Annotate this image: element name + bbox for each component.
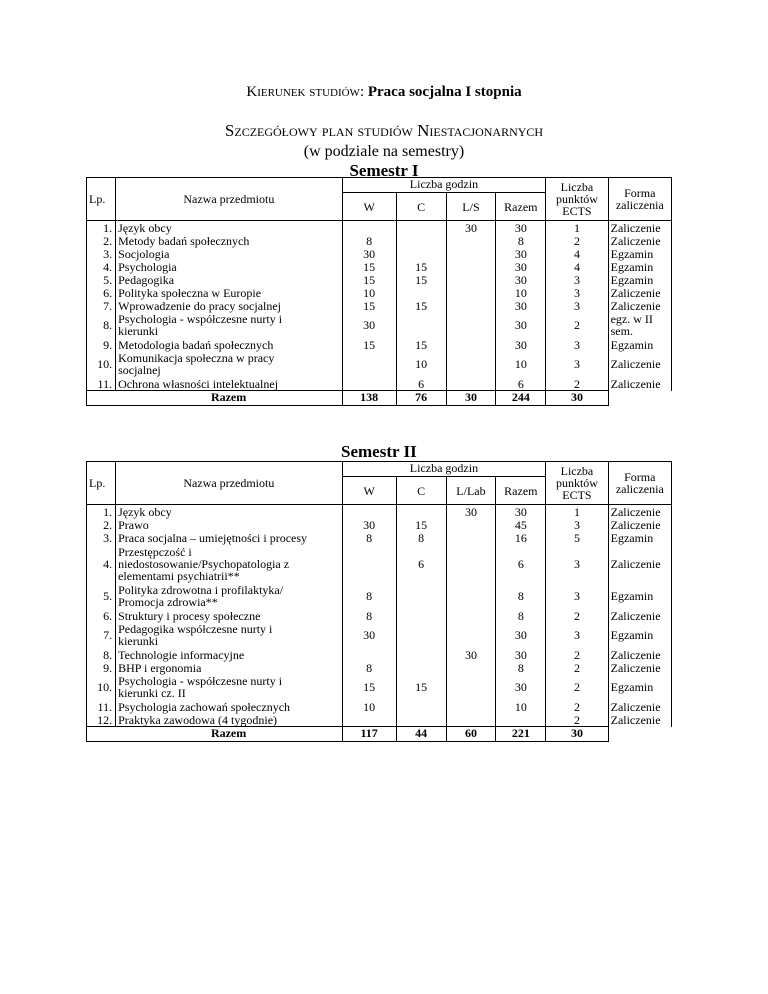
table-row	[87, 351, 672, 377]
row-lp: 9.	[87, 338, 116, 351]
col-razem-header: Razem	[496, 477, 546, 505]
semester-1-table	[86, 177, 672, 406]
col-w-header: W	[342, 193, 396, 221]
row-name-line: Psychologia - współczesne nurty i	[118, 312, 283, 326]
row-name	[116, 583, 343, 609]
row-lp: 9.	[87, 661, 116, 674]
row-razem: 8	[496, 583, 546, 609]
row-name-line: Psychologia - współczesne nurty i	[118, 674, 283, 688]
col-name-header: Nazwa przedmiotu	[116, 462, 343, 505]
col-lp-header: Lp.	[87, 178, 116, 221]
row-c: 15	[396, 273, 446, 286]
row-c	[396, 234, 446, 247]
row-lp: 5.	[87, 273, 116, 286]
row-lp: 7.	[87, 622, 116, 648]
row-name-line: Metodologia badań społecznych	[118, 337, 274, 352]
row-ls	[446, 531, 496, 544]
row-name-line: Psychologia	[118, 259, 177, 274]
row-razem	[496, 713, 546, 727]
row-ls	[446, 273, 496, 286]
row-name	[116, 518, 343, 531]
total-w: 117	[342, 727, 396, 742]
row-c	[396, 583, 446, 609]
row-name	[116, 700, 343, 713]
row-ls	[446, 286, 496, 299]
row-ls	[446, 377, 496, 391]
row-lp: 1.	[87, 221, 116, 235]
row-ls	[446, 518, 496, 531]
row-name-line: elementami psychiatrii**	[118, 568, 240, 583]
total-ects: 30	[546, 727, 608, 742]
row-form: Egzamin	[608, 260, 671, 273]
row-name-line: BHP i ergonomia	[118, 660, 202, 675]
total-row	[87, 727, 672, 742]
row-name-line: Psychologia zachowań społecznych	[118, 699, 291, 714]
row-w	[342, 221, 396, 235]
row-name-line: Pedagogika współczesne nurty i	[118, 622, 273, 636]
row-w	[342, 505, 396, 519]
table-row	[87, 713, 672, 727]
col-form-header	[608, 462, 671, 505]
col-c-header: C	[396, 477, 446, 505]
row-name-line: Język obcy	[118, 220, 172, 235]
row-ls	[446, 544, 496, 583]
row-name	[116, 338, 343, 351]
col-ls-header: L/S	[446, 193, 496, 221]
row-name	[116, 260, 343, 273]
row-ects: 5	[546, 531, 608, 544]
row-razem: 30	[496, 648, 546, 661]
row-razem: 30	[496, 505, 546, 519]
row-w: 30	[342, 247, 396, 260]
row-ects: 3	[546, 351, 608, 377]
total-row	[87, 391, 672, 406]
row-name	[116, 544, 343, 583]
row-c	[396, 700, 446, 713]
form-header-line: zaliczenia	[615, 198, 664, 212]
row-c: 10	[396, 351, 446, 377]
col-w-header: W	[342, 477, 396, 505]
row-ects: 2	[546, 609, 608, 622]
row-w: 15	[342, 299, 396, 312]
table-row	[87, 518, 672, 531]
row-lp: 12.	[87, 713, 116, 727]
row-ls	[446, 312, 496, 338]
table-row	[87, 674, 672, 700]
total-ects: 30	[546, 391, 608, 406]
row-form: Egzamin	[608, 273, 671, 286]
row-ects: 3	[546, 299, 608, 312]
row-form: Zaliczenie	[608, 544, 671, 583]
row-name-line: Socjologia	[118, 246, 170, 261]
row-ls	[446, 700, 496, 713]
row-c	[396, 609, 446, 622]
row-w: 15	[342, 260, 396, 273]
row-lp: 8.	[87, 648, 116, 661]
row-razem: 6	[496, 377, 546, 391]
row-name-line: Polityka zdrowotna i profilaktyka/	[118, 583, 284, 597]
row-ects: 3	[546, 583, 608, 609]
total-razem: 244	[496, 391, 546, 406]
ects-header-line: ECTS	[562, 488, 592, 502]
row-razem: 30	[496, 622, 546, 648]
row-lp: 10.	[87, 351, 116, 377]
table-row	[87, 338, 672, 351]
col-c-header: C	[396, 193, 446, 221]
row-form: Zaliczenie	[608, 377, 671, 391]
row-w: 10	[342, 286, 396, 299]
total-form-empty	[608, 391, 671, 406]
total-c: 44	[396, 727, 446, 742]
row-ects: 2	[546, 700, 608, 713]
row-razem: 45	[496, 518, 546, 531]
row-name	[116, 299, 343, 312]
row-name	[116, 312, 343, 338]
row-ls	[446, 299, 496, 312]
row-ls	[446, 583, 496, 609]
table-row	[87, 583, 672, 609]
row-ls	[446, 622, 496, 648]
table-row	[87, 299, 672, 312]
row-razem: 30	[496, 221, 546, 235]
row-ects: 2	[546, 377, 608, 391]
row-form: Zaliczenie	[608, 609, 671, 622]
row-name-line: Wprowadzenie do pracy socjalnej	[118, 298, 282, 313]
row-razem: 16	[496, 531, 546, 544]
table-row	[87, 531, 672, 544]
form-header-line: zaliczenia	[615, 482, 664, 496]
table-row	[87, 273, 672, 286]
row-form: Zaliczenie	[608, 648, 671, 661]
row-ls	[446, 260, 496, 273]
row-razem: 10	[496, 351, 546, 377]
row-c: 15	[396, 299, 446, 312]
col-ls-header: L/Lab	[446, 477, 496, 505]
row-c: 15	[396, 518, 446, 531]
row-w: 30	[342, 622, 396, 648]
row-form: Egzamin	[608, 622, 671, 648]
row-lp: 8.	[87, 312, 116, 338]
row-name	[116, 674, 343, 700]
total-ls: 60	[446, 727, 496, 742]
row-name	[116, 661, 343, 674]
row-form: Egzamin	[608, 531, 671, 544]
total-c: 76	[396, 391, 446, 406]
form-header-line: Forma	[624, 470, 656, 484]
row-ects: 4	[546, 260, 608, 273]
row-ects: 3	[546, 518, 608, 531]
row-name	[116, 377, 343, 391]
row-lp: 2.	[87, 518, 116, 531]
row-w: 10	[342, 700, 396, 713]
row-name-line: Praktyka zawodowa (4 tygodnie)	[118, 712, 278, 727]
total-form-empty	[608, 727, 671, 742]
row-ls	[446, 609, 496, 622]
row-name	[116, 286, 343, 299]
row-form: Egzamin	[608, 247, 671, 260]
row-lp: 3.	[87, 247, 116, 260]
row-w: 15	[342, 273, 396, 286]
row-razem: 30	[496, 674, 546, 700]
row-w	[342, 713, 396, 727]
row-name	[116, 622, 343, 648]
row-form: egz. w II sem.	[608, 312, 671, 338]
total-spacer	[87, 727, 116, 742]
semester-1-title: Semestr I	[349, 161, 419, 180]
row-ects: 2	[546, 713, 608, 727]
row-c: 8	[396, 531, 446, 544]
col-name-header: Nazwa przedmiotu	[116, 178, 343, 221]
col-lp-header: Lp.	[87, 462, 116, 505]
row-form: Zaliczenie	[608, 661, 671, 674]
kierunek-heading	[0, 84, 768, 101]
row-name-line: Ochrona własności intelektualnej	[118, 376, 279, 391]
row-ls	[446, 713, 496, 727]
row-name	[116, 221, 343, 235]
total-spacer	[87, 391, 116, 406]
row-form: Egzamin	[608, 674, 671, 700]
row-c: 15	[396, 674, 446, 700]
table-row	[87, 234, 672, 247]
row-w: 30	[342, 518, 396, 531]
row-c	[396, 286, 446, 299]
row-name	[116, 609, 343, 622]
row-ects: 3	[546, 338, 608, 351]
plan-title: Szczegółowy plan studiów Niestacjonarnych	[224, 121, 544, 140]
row-lp: 11.	[87, 700, 116, 713]
row-name-line: Pedagogika	[118, 272, 175, 287]
row-razem: 30	[496, 338, 546, 351]
row-name-line: Polityka społeczna w Europie	[118, 285, 262, 300]
ects-header-line: punktów	[555, 476, 598, 490]
row-razem: 10	[496, 286, 546, 299]
row-c: 15	[396, 260, 446, 273]
row-razem: 8	[496, 234, 546, 247]
row-w: 8	[342, 531, 396, 544]
row-ects: 3	[546, 544, 608, 583]
row-form: Zaliczenie	[608, 518, 671, 531]
row-w: 15	[342, 674, 396, 700]
row-w	[342, 648, 396, 661]
row-ects: 2	[546, 234, 608, 247]
row-ects: 3	[546, 286, 608, 299]
row-name	[116, 505, 343, 519]
row-c	[396, 622, 446, 648]
table-row	[87, 622, 672, 648]
table-row	[87, 312, 672, 338]
header-row	[87, 178, 672, 193]
total-label: Razem	[116, 727, 343, 742]
table-row	[87, 286, 672, 299]
row-lp: 4.	[87, 544, 116, 583]
col-hours-group-header: Liczba godzin	[342, 462, 546, 477]
row-w: 8	[342, 234, 396, 247]
row-w	[342, 544, 396, 583]
row-ls	[446, 351, 496, 377]
row-form: Egzamin	[608, 338, 671, 351]
table-row	[87, 221, 672, 235]
semester-2-table	[86, 461, 672, 742]
ects-header-line: Liczba	[560, 180, 594, 194]
row-razem: 30	[496, 260, 546, 273]
row-lp: 1.	[87, 505, 116, 519]
row-ls	[446, 234, 496, 247]
row-name-line: Promocja zdrowia**	[118, 595, 218, 609]
row-name	[116, 713, 343, 727]
row-lp: 4.	[87, 260, 116, 273]
table-row	[87, 700, 672, 713]
kierunek-label: Kierunek studiów:	[246, 84, 365, 100]
kierunek-value: Praca socjalna I stopnia	[367, 84, 522, 100]
row-c	[396, 713, 446, 727]
row-name-line: Komunikacja społeczna w pracy	[118, 351, 275, 365]
row-w: 8	[342, 583, 396, 609]
row-lp: 6.	[87, 286, 116, 299]
total-w: 138	[342, 391, 396, 406]
table-row	[87, 661, 672, 674]
row-name-line: Język obcy	[118, 504, 172, 519]
row-name	[116, 234, 343, 247]
row-ects: 1	[546, 505, 608, 519]
table-row	[87, 377, 672, 391]
row-c	[396, 648, 446, 661]
total-label: Razem	[116, 391, 343, 406]
row-name-line: Metody badań społecznych	[118, 233, 250, 248]
row-name	[116, 351, 343, 377]
ects-header-line: ECTS	[562, 204, 592, 218]
plan-subtitle: (w podziale na semestry)	[303, 143, 465, 160]
semester-2-title: Semestr II	[341, 442, 417, 461]
row-ects: 2	[546, 674, 608, 700]
row-form: Zaliczenie	[608, 286, 671, 299]
row-form: Zaliczenie	[608, 221, 671, 235]
row-name-line: kierunki	[118, 634, 159, 648]
row-ects: 2	[546, 648, 608, 661]
row-lp: 7.	[87, 299, 116, 312]
row-w	[342, 351, 396, 377]
row-lp: 3.	[87, 531, 116, 544]
row-ects: 2	[546, 312, 608, 338]
row-lp: 6.	[87, 609, 116, 622]
row-ls: 30	[446, 505, 496, 519]
table-row	[87, 247, 672, 260]
row-name	[116, 648, 343, 661]
row-form: Zaliczenie	[608, 351, 671, 377]
row-razem: 8	[496, 661, 546, 674]
row-c: 6	[396, 544, 446, 583]
row-name-line: Przestępczość i	[118, 544, 192, 559]
row-c	[396, 247, 446, 260]
row-ects: 4	[546, 247, 608, 260]
table-row	[87, 609, 672, 622]
row-name	[116, 531, 343, 544]
col-razem-header: Razem	[496, 193, 546, 221]
row-form: Zaliczenie	[608, 234, 671, 247]
col-hours-group-header: Liczba godzin	[342, 178, 546, 193]
col-form-header	[608, 178, 671, 221]
row-name-line: niedostosowanie/Psychopatologia z	[118, 556, 290, 571]
col-ects-header	[546, 462, 608, 505]
row-form: Zaliczenie	[608, 713, 671, 727]
row-name-line: kierunki cz. II	[118, 686, 186, 700]
row-c	[396, 312, 446, 338]
table-row	[87, 544, 672, 583]
row-c	[396, 661, 446, 674]
row-w	[342, 377, 396, 391]
table-row	[87, 260, 672, 273]
header-row	[87, 462, 672, 477]
row-lp: 11.	[87, 377, 116, 391]
row-razem: 30	[496, 247, 546, 260]
row-name-line: socjalnej	[118, 363, 161, 377]
form-header-line: Forma	[624, 186, 656, 200]
row-w: 8	[342, 609, 396, 622]
row-w: 30	[342, 312, 396, 338]
row-ls: 30	[446, 648, 496, 661]
row-c: 15	[396, 338, 446, 351]
row-razem: 30	[496, 299, 546, 312]
ects-header-line: punktów	[555, 192, 598, 206]
row-razem: 8	[496, 609, 546, 622]
table-row	[87, 505, 672, 519]
row-ls: 30	[446, 221, 496, 235]
row-c	[396, 221, 446, 235]
row-razem: 10	[496, 700, 546, 713]
row-ects: 3	[546, 622, 608, 648]
row-name-line: Praca socjalna – umiejętności i procesy	[118, 530, 308, 545]
table-row	[87, 648, 672, 661]
row-name-line: Technologie informacyjne	[118, 647, 245, 662]
row-name-line: kierunki	[118, 324, 159, 338]
row-ects: 2	[546, 661, 608, 674]
row-name	[116, 247, 343, 260]
total-ls: 30	[446, 391, 496, 406]
row-ls	[446, 338, 496, 351]
row-razem: 30	[496, 273, 546, 286]
row-c: 6	[396, 377, 446, 391]
row-form: Zaliczenie	[608, 505, 671, 519]
row-c	[396, 505, 446, 519]
row-ls	[446, 674, 496, 700]
row-ls	[446, 247, 496, 260]
row-razem: 30	[496, 312, 546, 338]
total-razem: 221	[496, 727, 546, 742]
row-lp: 10.	[87, 674, 116, 700]
row-form: Egzamin	[608, 583, 671, 609]
row-form: Zaliczenie	[608, 700, 671, 713]
col-ects-header	[546, 178, 608, 221]
row-form: Zaliczenie	[608, 299, 671, 312]
row-razem: 6	[496, 544, 546, 583]
row-name	[116, 273, 343, 286]
row-w: 15	[342, 338, 396, 351]
row-lp: 2.	[87, 234, 116, 247]
row-ls	[446, 661, 496, 674]
ects-header-line: Liczba	[560, 464, 594, 478]
row-lp: 5.	[87, 583, 116, 609]
row-ects: 3	[546, 273, 608, 286]
row-name-line: Struktury i procesy społeczne	[118, 608, 261, 623]
row-name-line: Prawo	[118, 517, 149, 532]
row-ects: 1	[546, 221, 608, 235]
row-w: 8	[342, 661, 396, 674]
